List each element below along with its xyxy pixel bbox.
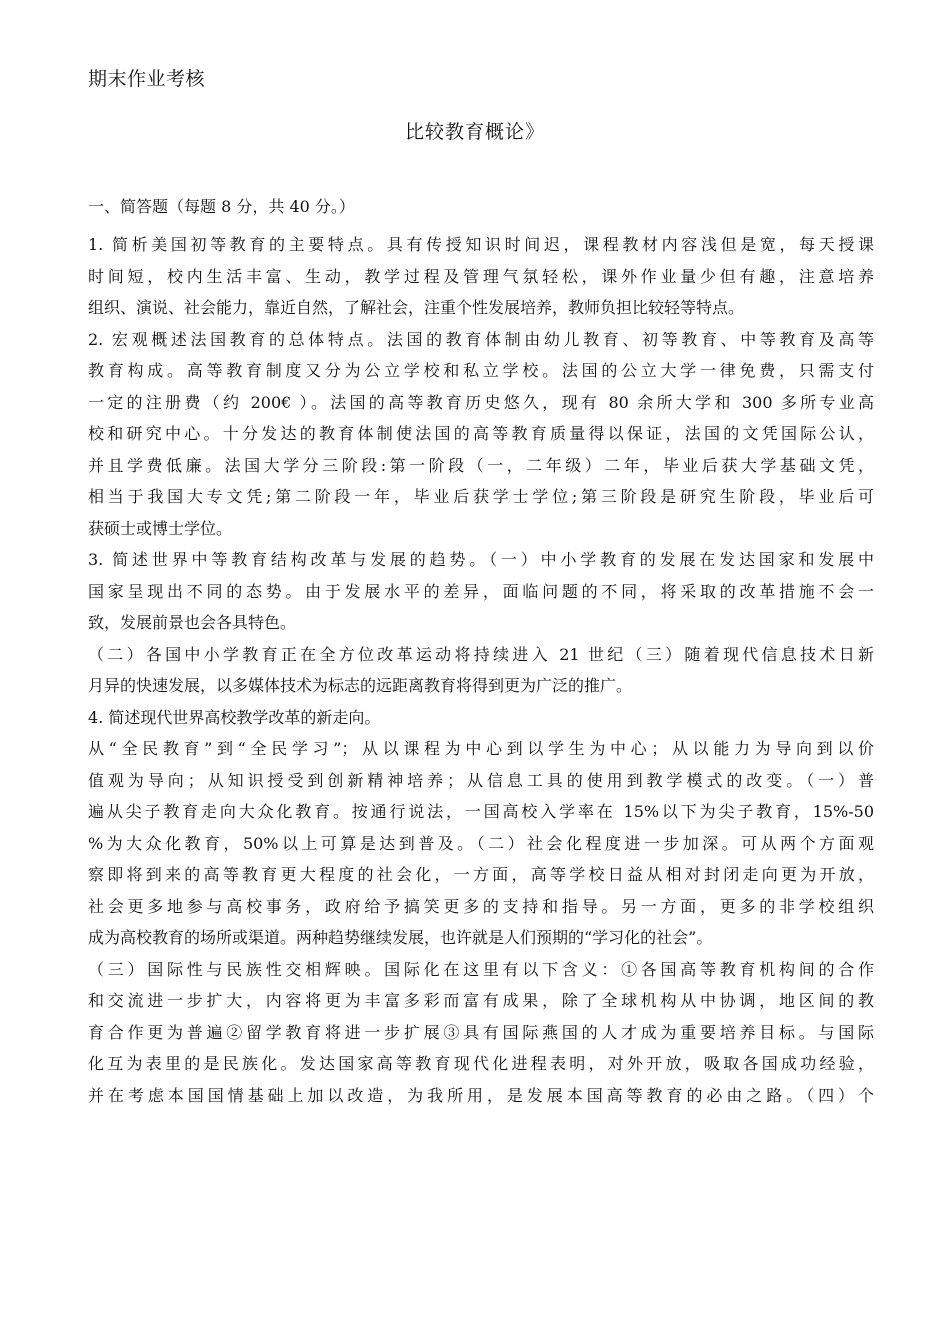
body-text [88,229,874,1111]
text-line: 社会更多地参与高校事务，政府给予搞笑更多的支持和指导。另一方面，更多的非学校组织 [88,896,874,916]
text-line: 校和研究中心。十分发达的教育体制使法国的高等教育质量得以保证，法国的文凭国际公认， [88,424,874,443]
text-line: 2. 宏观概述法国教育的总体特点。法国的教育体制由幼儿教育、初等教育、中等教育及高等 [88,329,874,349]
text-line: 时间短，校内生活丰富、生动，教学过程及管理气氛轻松，课外作业量少但有趣，注意培养 [88,266,874,286]
text-line: %为大众化教育，50%以上可算是达到普及。（二）社会化程度进一步加深。可从两个方面观 [88,833,874,853]
text-line: 并在考虑本国国情基础上加以改造，为我所用，是发展本国高等教育的必由之路。（四）个 [88,1085,874,1105]
text-line: （三）国际性与民族性交相辉映。国际化在这里有以下含义：①各国高等教育机构间的合作 [88,959,874,979]
text-line: 组织、演说、社会能力，靠近自然，了解社会，注重个性发展培养，教师负担比较轻等特点。 [88,298,745,317]
text-line: 教育构成。高等教育制度又分为公立学校和私立学校。法国的公立大学一律免费，只需支付 [88,361,874,380]
text-line: 3. 简述世界中等教育结构改革与发展的趋势。（一）中小学教育的发展在发达国家和发展中 [88,550,874,569]
document-title: 比较教育概论》 [404,121,545,143]
text-line: 获硕士或博士学位。 [88,518,233,538]
text-line: 育合作更为普遍②留学教育将进一步扩展③具有国际燕国的人才成为重要培养目标。与国际 [88,1022,874,1042]
header-label: 期末作业考核 [88,68,206,90]
text-line: 遍从尖子教育走向大众化教育。按通行说法，一国高校入学率在 15%以下为尖子教育，15%-50 [88,802,874,821]
text-line: 国家呈现出不同的态势。由于发展水平的差异，面临问题的不同，将采取的改革措施不会一 [88,581,874,601]
text-line: 4. 简述现代世界高校教学改革的新走向。 [88,707,381,727]
section-heading: 一、简答题（每题 8 分，共 40 分。） [88,197,355,216]
text-line: 1. 简析美国初等教育的主要特点。具有传授知识时间迟，课程教材内容浅但是宽，每天授课 [88,235,874,254]
text-line: 从“全民教育”到“全民学习”；从以课程为中心到以学生为中心；从以能力为导向到以价 [88,739,874,758]
text-line: 一定的注册费（约 200€ ）。法国的高等教育历史悠久，现有 80 余所大学和 300 多所专业高 [88,392,874,412]
text-line: 相当于我国大专文凭;第二阶段一年，毕业后获学士学位;第三阶段是研究生阶段，毕业后可 [88,487,874,506]
text-line: 月异的快速发展，以多媒体技术为标志的远距离教育将得到更为广泛的推广。 [88,676,633,695]
text-line: 并且学费低廉。法国大学分三阶段:第一阶段（一，二年级）二年，毕业后获大学基础文凭， [88,455,874,475]
text-line: 致，发展前景也会各具特色。 [88,613,297,632]
text-line: 察即将到来的高等教育更大程度的社会化，一方面，高等学校日益从相对封闭走向更为开放， [88,865,874,884]
text-line: 和交流进一步扩大，内容将更为丰富多彩而富有成果，除了全球机构从中协调，地区间的教 [88,991,874,1010]
text-line: （二）各国中小学教育正在全方位改革运动将持续进入 21 世纪（三）随着现代信息技术日新 [88,644,874,664]
text-line: 化互为表里的是民族化。发达国家高等教育现代化进程表明，对外开放，吸取各国成功经验， [88,1054,874,1073]
text-line: 值观为导向；从知识授受到创新精神培养；从信息工具的使用到教学模式的改变。（一）普 [88,770,874,790]
text-line: 成为高校教育的场所或渠道。两种趋势继续发展，也许就是人们预期的“学习化的社会”。 [88,928,713,947]
